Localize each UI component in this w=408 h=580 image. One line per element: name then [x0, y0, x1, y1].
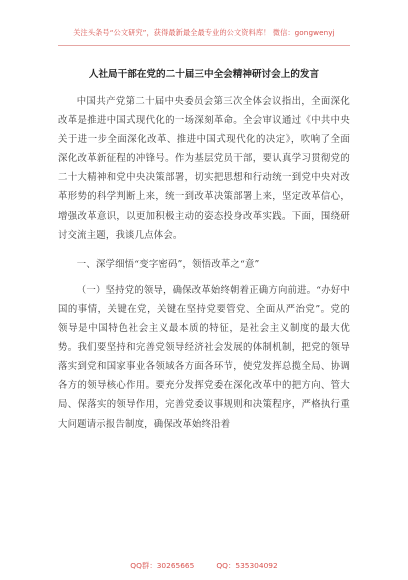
- header-divider: [58, 45, 350, 46]
- section-heading: 一、深学细悟“变字密码”，领悟改革之“意”: [76, 258, 260, 270]
- footer-qq: QQ：535304092: [216, 561, 278, 570]
- intro-paragraph: 中国共产党第二十届中央委员会第三次全体会议指出，全面深化改革是推进中国式现代化的一场深刻革命。全会审议通过《中共中央关于进一步全面深化改革、推进中国式现代化的决定》，吹响了全面深化改革新征程的冲锋号。作为基层党员干部，要认真学习贯彻党的二十大精神和党中央决策部署，切实把思想和行动统一到党中央对改革形势的科学判断上来，统一到改革决策部署上来，坚定改革信心，增强改革意识，以更加积极主动的姿态投身改革实践。下面，围绕研讨交流主题，我谈几点体会。: [58, 96, 350, 241]
- subsection-paragraph: （一）坚持党的领导，确保改革始终朝着正确方向前进。“办好中国的事情，关键在党，关键在坚持党要管党、全面从严治党”。党的领导是中国特色社会主义最本质的特征，是社会主义制度的最大优势。我们要坚持和完善党领导经济社会发展的体制机制，把党的领导落实到党和国家事业各领域各方面各环节，使党发挥总揽全局、协调各方的领导核心作用。要充分发挥党委在深化改革中的把方向、管大局、保落实的领导作用，完善党委议事规则和决策程序，严格执行重大问题请示报告制度，确保改革始终沿着: [58, 284, 350, 430]
- document-title: 人社局干部在党的二十届三中全会精神研讨会上的发言: [88, 69, 320, 80]
- document-body: [58, 92, 350, 434]
- header-banner: 关注头条号“公文研究”，获得最新最全最专业的公文资料库！ 微信：gongwenyj: [73, 28, 335, 37]
- footer-qq-group: QQ群：30265665: [130, 561, 195, 570]
- footer-contact: [58, 560, 350, 571]
